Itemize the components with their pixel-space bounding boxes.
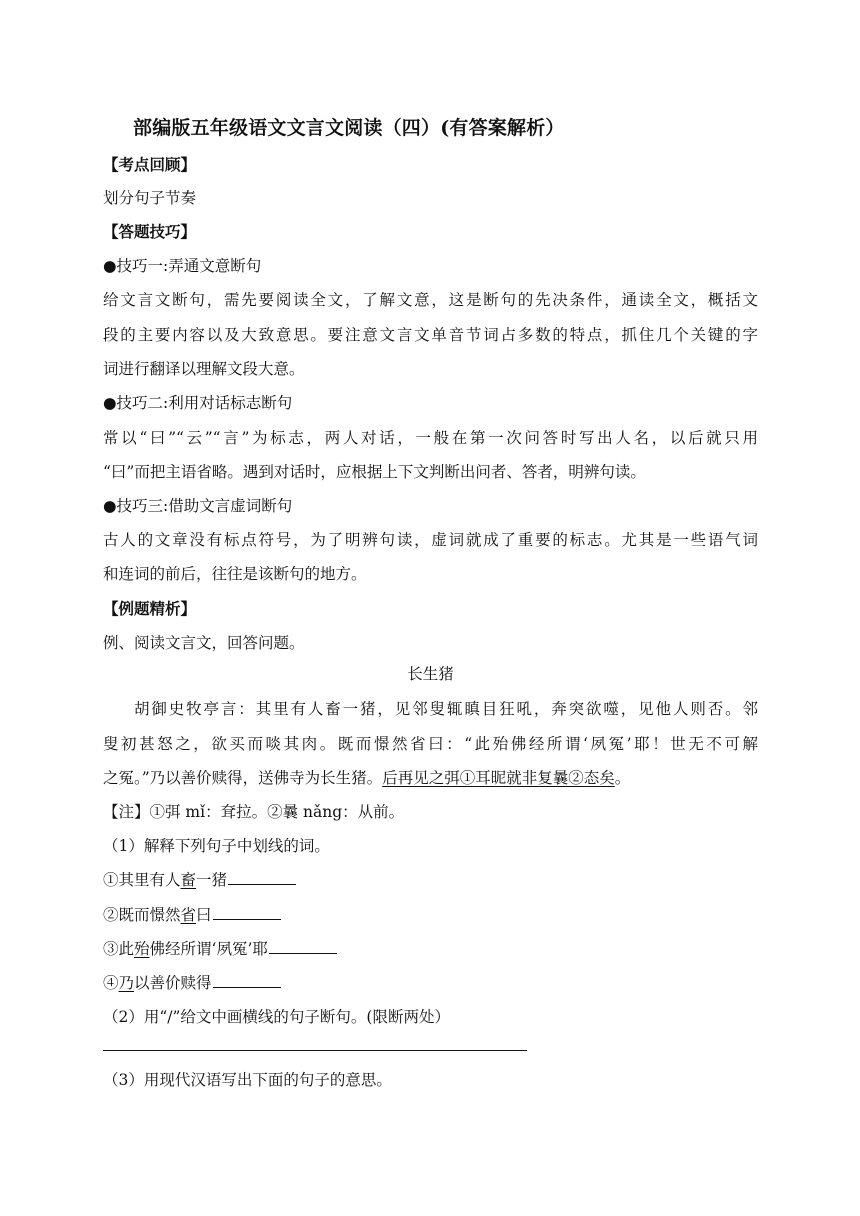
q1-item-text: 曰 — [196, 906, 212, 924]
answer-blank[interactable] — [269, 939, 337, 954]
q1-item-text: 佛经所谓‘夙冤’耶 — [149, 940, 268, 958]
tip2-line: “曰”而把主语省略。遇到对话时，应根据上下文判断出问者、答者，明辨句读。 — [103, 463, 646, 481]
passage-note: 【注】①弭 mǐ：耷拉。②曩 nǎng：从前。 — [103, 803, 405, 821]
passage-title: 长生猪 — [407, 665, 454, 683]
q1-item-text: 以善价赎得 — [134, 974, 212, 992]
passage-line — [103, 768, 630, 788]
tip2-line: 常以“曰”“云”“言”为标志，两人对话，一般在第一次问答时写出人名，以后就只用 — [103, 429, 758, 447]
passage-line: 胡御史牧亭言：其里有人畜一猪，见邻叟辄瞋目狂吼，奔突欲噬，见他人则否。邻 — [134, 700, 758, 718]
question-3: （3）用现代汉语写出下面的句子的意思。 — [103, 1071, 392, 1089]
q1-item — [103, 973, 281, 993]
answer-blank[interactable] — [213, 973, 281, 988]
skills-heading: 【答题技巧】 — [103, 222, 197, 241]
underlined-sentence: 后再见之弭①耳昵就非复曩②态矣 — [382, 769, 615, 787]
passage-text: 。 — [614, 769, 631, 787]
tip3-line: 古人的文章没有标点符号，为了明辨句读，虚词就成了重要的标志。尤其是一些语气词 — [103, 531, 758, 549]
review-heading: 【考点回顾】 — [103, 155, 197, 174]
q1-item — [103, 905, 281, 925]
document-title: 部编版五年级语文文言文阅读（四）(有答案解析） — [133, 117, 565, 139]
example-intro: 例、阅读文言文，回答问题。 — [103, 634, 305, 652]
q1-item-word: 省 — [180, 906, 197, 924]
q1-item-text: ②既而憬然 — [103, 906, 181, 924]
passage-text: 之冤。”乃以善价赎得，送佛寺为长生猪。 — [103, 769, 383, 787]
tip3-title: ●技巧三:借助文言虚词断句 — [103, 497, 293, 515]
tip1-title: ●技巧一:弄通文意断句 — [103, 257, 262, 275]
q1-item-word: 乃 — [118, 974, 135, 992]
tip1-line: 段的主要内容以及大致意思。要注意文言文单音节词占多数的特点，抓住几个关键的字 — [103, 326, 758, 344]
answer-blank[interactable] — [213, 905, 281, 920]
tip2-title: ●技巧二:利用对话标志断句 — [103, 394, 293, 412]
q1-item-word: 殆 — [134, 940, 150, 958]
tip1-line: 词进行翻译以理解文段大意。 — [103, 360, 305, 378]
answer-line[interactable] — [103, 1050, 527, 1051]
q1-item-text: 一猪 — [196, 871, 228, 889]
q1-item-text: ①其里有人 — [103, 871, 181, 889]
tip3-line: 和连词的前后，往往是该断句的地方。 — [103, 565, 367, 583]
q1-item — [103, 870, 296, 890]
q1-item-word: 畜 — [180, 871, 197, 889]
question-1: （1）解释下列句子中划线的词。 — [103, 837, 330, 855]
q1-item-text: ④ — [103, 974, 119, 992]
tip1-line: 给文言文断句，需先要阅读全文，了解文意，这是断句的先决条件，通读全文，概括文 — [103, 291, 758, 309]
q1-item — [103, 939, 337, 959]
example-heading: 【例题精析】 — [103, 599, 197, 618]
answer-blank[interactable] — [228, 870, 296, 885]
question-2: （2）用“/”给文中画横线的句子断句。(限断两处） — [103, 1008, 450, 1026]
review-text: 划分句子节奏 — [103, 189, 197, 207]
q1-item-text: ③此 — [103, 940, 135, 958]
passage-line: 叟初甚怒之，欲买而啖其肉。既而憬然省曰：“此殆佛经所谓‘夙冤’耶！世无不可解 — [103, 735, 758, 753]
